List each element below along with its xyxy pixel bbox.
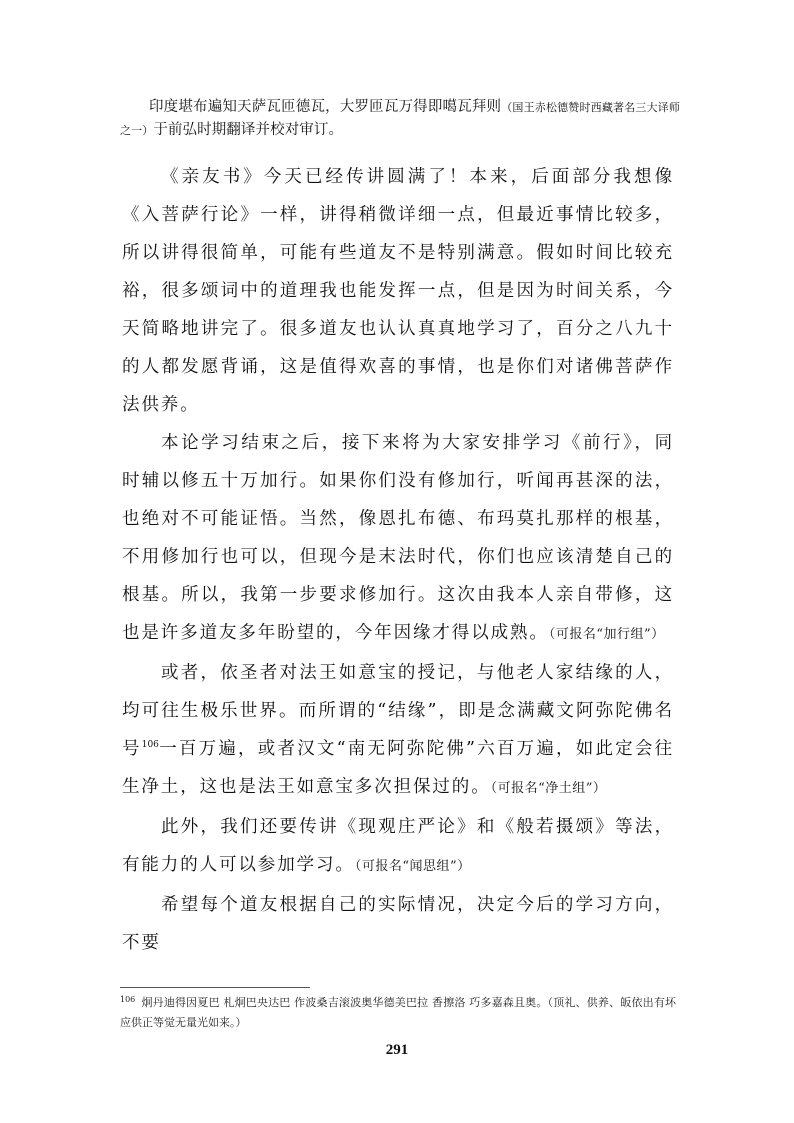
registration-note: （可报名“闻思组”） bbox=[354, 859, 471, 874]
body-text bbox=[122, 158, 674, 962]
colophon-note: （国王赤松德赞时西藏著名三大译师之一） bbox=[120, 101, 680, 137]
footnote-marker: 106 bbox=[120, 995, 136, 1004]
footnote-divider bbox=[120, 987, 310, 988]
paragraph-3 bbox=[122, 654, 674, 808]
footnote-reference: 106 bbox=[141, 740, 159, 750]
paragraph-1 bbox=[122, 158, 674, 424]
paragraph-text: 《亲友书》今天已经传讲圆满了！本来，后面部分我想像《入菩萨行论》一样，讲得稍微详细一点，但最近事情比较多，所以讲得很简单，可能有些道友不是特别满意。假如时间比较充裕，很多颂词中的道理我也能发挥一点，但是因为时间关系，今天简略地讲完了。很多道友也认认真真地学习了，百分之八九十的人都发愿背诵，这是值得欢喜的事情，也是你们对诸佛菩萨作法供养。 bbox=[122, 167, 674, 415]
colophon bbox=[120, 96, 680, 142]
paragraph-text: 希望每个道友根据自己的实际情况，决定今后的学习方向，不要 bbox=[122, 895, 674, 953]
paragraph-4 bbox=[122, 808, 674, 886]
colophon-tail: 于前弘时期翻译并校对审订。 bbox=[153, 122, 344, 138]
paragraph-5 bbox=[122, 886, 674, 962]
paragraph-text: 一百万遍，或者汉文“南无阿弥陀佛”六百万遍，如此定会往生净土，这也是法王如意宝多次担保过的。 bbox=[122, 739, 674, 797]
paragraph-text: 或者，依圣者对法王如意宝的授记，与他老人家结缘的人，均可往生极乐世界。而所谓的“结缘”，即是念满藏文阿弥陀佛名号 bbox=[122, 663, 674, 759]
footnote-text: 炯丹迪得因夏巴 札炯巴央达巴 作波桑吉滚波奥华德美巴拉 香擦洛 巧多嘉森且奥。（顶礼、供养、皈依出有坏应供正等觉无量光如来。） bbox=[120, 996, 676, 1029]
paragraph-text: 此外，我们还要传讲《现观庄严论》和《般若摄颂》等法，有能力的人可以参加学习。 bbox=[122, 817, 674, 875]
paragraph-2 bbox=[122, 424, 674, 654]
paragraph-text: 本论学习结束之后，接下来将为大家安排学习《前行》，同时辅以修五十万加行。如果你们没有修加行，听闻再甚深的法，也绝对不可能证悟。当然，像恩扎布德、布玛莫扎那样的根基，不用修加行也可以，但现今是末法时代，你们也应该清楚自己的根基。所以，我第一步要求修加行。这次由我本人亲自带修，这也是许多道友多年盼望的，今年因缘才得以成熟。 bbox=[122, 433, 674, 643]
footnote bbox=[120, 993, 676, 1033]
page-number: 291 bbox=[385, 1042, 409, 1058]
colophon-main: 印度堪布遍知天萨瓦匝德瓦，大罗匝瓦万得即噶瓦拜则 bbox=[149, 99, 502, 115]
registration-note: （可报名“加行组”） bbox=[548, 627, 665, 642]
registration-note: （可报名“净土组”） bbox=[490, 781, 607, 796]
